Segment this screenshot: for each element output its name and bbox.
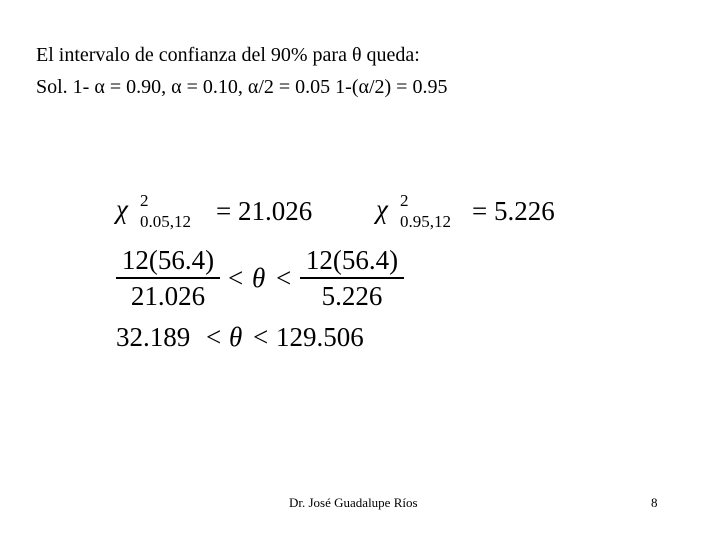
less-than-4: <: [253, 322, 269, 352]
chi2-subscript: 0.95,12: [400, 212, 451, 231]
interval-lower-bound: 32.189: [116, 322, 191, 352]
theta-1: θ: [252, 263, 266, 293]
problem-statement: El intervalo de confianza del 90% para θ queda:: [36, 44, 420, 66]
solution-line: Sol. 1- α = 0.90, α = 0.10, α/2 = 0.05 1-(α/2) = 0.95: [36, 76, 448, 98]
fraction-left-denominator: 21.026: [130, 281, 206, 311]
chi1-subscript: 0.05,12: [140, 212, 191, 231]
fraction-right-denominator: 5.226: [321, 281, 383, 311]
chi1-value: = 21.026: [216, 196, 313, 226]
chi2-superscript: 2: [400, 191, 409, 210]
less-than-3: <: [206, 322, 222, 352]
fraction-left-numerator: 12(56.4): [121, 245, 215, 275]
fraction-left: [116, 244, 220, 312]
interval-upper-bound: 129.506: [276, 322, 364, 352]
less-than-2: <: [276, 263, 292, 293]
chi2-value: = 5.226: [472, 196, 555, 226]
theta-2: θ: [229, 322, 243, 352]
chi1-superscript: 2: [140, 191, 149, 210]
fraction-right-numerator: 12(56.4): [305, 245, 399, 275]
page-number: 8: [651, 495, 658, 510]
footer-author: Dr. José Guadalupe Ríos: [289, 495, 418, 510]
chi-symbol-1: χ: [116, 194, 128, 224]
chi-symbol-2: χ: [376, 194, 388, 224]
fraction-right: [300, 244, 404, 312]
math-block: [116, 192, 586, 362]
less-than-1: <: [228, 263, 244, 293]
fraction-left-bar: [116, 277, 220, 279]
fraction-right-bar: [300, 277, 404, 279]
